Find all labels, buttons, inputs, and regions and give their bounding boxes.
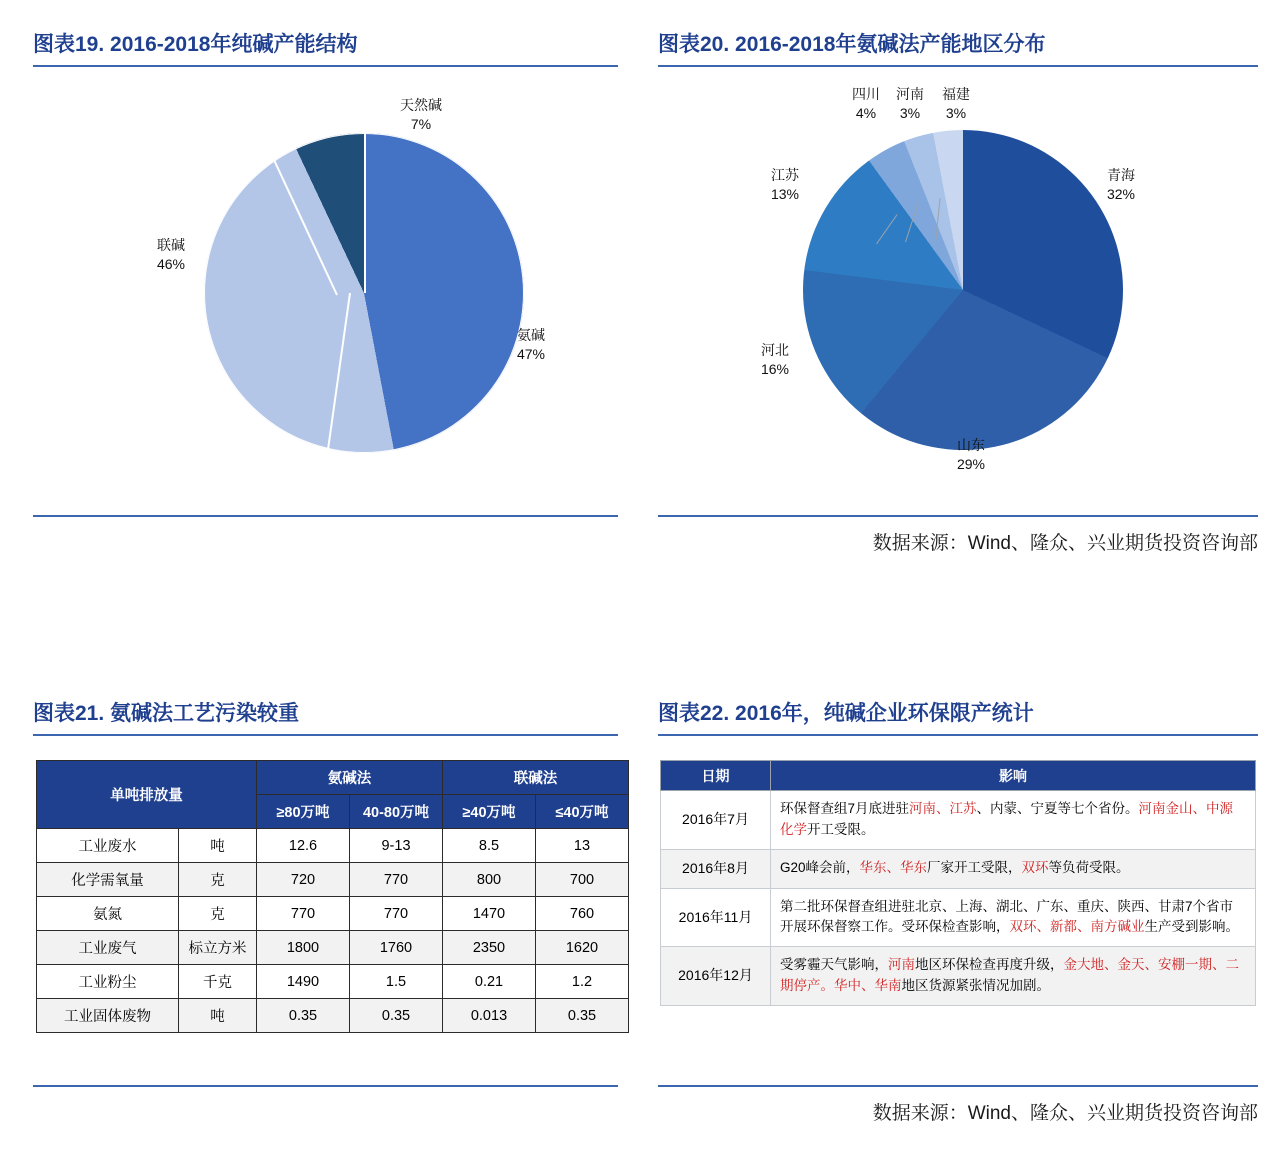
chart20-bottom-rule [658, 515, 1258, 517]
table21-row-name: 工业粉尘 [37, 965, 179, 999]
table-row [37, 829, 629, 863]
table21-cell: 770 [350, 897, 443, 931]
chart21-bottom-rule [33, 1085, 618, 1087]
chart19-label-ammonia: 氨碱 47% [516, 327, 546, 362]
plain-text: 第二批环保督查组进驻北京、上海、湖北、广东、重庆、陕西、甘肃7个省市开展环保督察工作。受环保检查影响， [780, 898, 1234, 935]
table21-head [37, 761, 629, 829]
plain-text: 地区货源紧张情况加剧。 [901, 978, 1050, 994]
chart19-label-combined: 联碱 46% [156, 237, 186, 272]
chart19-label-natural: 天然碱 7% [400, 97, 442, 132]
table21-row-unit: 克 [179, 863, 257, 897]
table21-cell: 9-13 [350, 829, 443, 863]
source-bottom: 数据来源：Wind、隆众、兴业期货投资咨询部 [872, 1103, 1258, 1124]
table21-row-name: 氨氮 [37, 897, 179, 931]
source-top: 数据来源：Wind、隆众、兴业期货投资咨询部 [872, 533, 1258, 554]
table21-cell: 1800 [257, 931, 350, 965]
plain-text: 地区环保检查再度升级， [915, 957, 1064, 973]
table21-row-name: 工业固体废物 [37, 999, 179, 1033]
table22-cell-date: 2016年7月 [661, 791, 771, 850]
table22 [660, 760, 1256, 1006]
table21-row-name: 工业废气 [37, 931, 179, 965]
table21-cell: 720 [257, 863, 350, 897]
table-row [37, 965, 629, 999]
chart22-title-rule [658, 734, 1258, 736]
table21-col-2: ≥40万吨 [443, 795, 536, 829]
table21-row-unit: 吨 [179, 829, 257, 863]
table21-row-unit: 吨 [179, 999, 257, 1033]
table21-cell: 760 [536, 897, 629, 931]
table21-row-unit: 克 [179, 897, 257, 931]
chart19-pie-area [33, 88, 618, 508]
plain-text: G20峰会前， [780, 860, 860, 876]
table21-body [37, 829, 629, 1033]
table22-col-date: 日期 [661, 761, 771, 791]
table-row [661, 947, 1256, 1006]
table21-cell: 0.35 [536, 999, 629, 1033]
table21-row-unit: 千克 [179, 965, 257, 999]
highlighted-text: 华东、华东 [859, 860, 928, 876]
highlighted-text: 金大地、金天、安棚一期、二期停产。 [780, 957, 1239, 994]
highlighted-text: 河南 [888, 957, 915, 973]
table-row [37, 999, 629, 1033]
chart19-title: 图表19. 2016-2018年纯碱产能结构 [33, 33, 358, 56]
panel-chart19 [33, 28, 618, 67]
chart21-title-rule [33, 734, 618, 736]
table21-cell: 1470 [443, 897, 536, 931]
chart20-title-rule [658, 65, 1258, 67]
highlighted-text: 河南、江苏 [909, 801, 977, 816]
chart20-pie-area [658, 88, 1258, 508]
table21-cell: 0.013 [443, 999, 536, 1033]
table21-col-3: ≤40万吨 [536, 795, 629, 829]
table21-cell: 0.21 [443, 965, 536, 999]
plain-text: 生产受到影响。 [1144, 919, 1239, 935]
table22-container [660, 760, 1256, 1006]
plain-text: 、内蒙、宁夏等七个省份。 [976, 801, 1139, 816]
table22-cell-date: 2016年11月 [661, 888, 771, 947]
table21-col-1: 40-80万吨 [350, 795, 443, 829]
chart19-slice-divider-1 [364, 133, 366, 293]
highlighted-text: 双环 [1021, 860, 1049, 876]
table21-col-0: ≥80万吨 [257, 795, 350, 829]
plain-text: 厂家开工受限， [927, 860, 1022, 876]
chart20-label-qinghai: 青海 32% [1106, 167, 1136, 202]
table22-cell-impact [771, 849, 1256, 888]
table21-cell: 800 [443, 863, 536, 897]
table22-cell-impact [771, 888, 1256, 947]
table21-cell: 2350 [443, 931, 536, 965]
chart20-label-henan: 河南 3% [896, 86, 924, 121]
table-row [661, 888, 1256, 947]
table-row [661, 791, 1256, 850]
chart22-bottom-rule [658, 1085, 1258, 1087]
table21-cell: 13 [536, 829, 629, 863]
table21-cell: 1.2 [536, 965, 629, 999]
chart21-title: 图表21. 氨碱法工艺污染较重 [33, 702, 300, 725]
panel-chart20 [658, 28, 1258, 67]
table21-cell: 770 [350, 863, 443, 897]
table21-cell: 1490 [257, 965, 350, 999]
table21 [36, 760, 629, 1033]
table-row [661, 849, 1256, 888]
table-row [37, 931, 629, 965]
table22-body [661, 791, 1256, 1006]
chart19-title-rule [33, 65, 618, 67]
table21-row-name: 化学需氧量 [37, 863, 179, 897]
plain-text: 环保督查组7月底进驻 [780, 801, 910, 816]
table21-cell: 1620 [536, 931, 629, 965]
chart20-label-hebei: 河北 16% [760, 342, 790, 377]
table21-group-ammonia: 氨碱法 [257, 761, 443, 795]
chart20-label-shandong: 山东 29% [956, 437, 986, 472]
plain-text: 等负荷受限。 [1048, 860, 1130, 876]
table21-cell: 770 [257, 897, 350, 931]
table21-cell: 700 [536, 863, 629, 897]
panel-chart22 [658, 697, 1258, 736]
table21-cell: 8.5 [443, 829, 536, 863]
table21-cell: 0.35 [257, 999, 350, 1033]
table21-cell: 1.5 [350, 965, 443, 999]
table21-cell: 12.6 [257, 829, 350, 863]
table22-cell-impact [771, 947, 1256, 1006]
plain-text: 受雾霾天气影响， [780, 957, 888, 973]
table22-col-impact: 影响 [771, 761, 1256, 791]
chart19-bottom-rule [33, 515, 618, 517]
table21-cell: 1760 [350, 931, 443, 965]
chart20-title: 图表20. 2016-2018年氨碱法产能地区分布 [658, 33, 1046, 56]
chart20-label-sichuan: 四川 4% [852, 86, 880, 121]
highlighted-text: 河南金山、中源化学 [780, 801, 1234, 837]
table-row [37, 863, 629, 897]
panel-chart21 [33, 697, 618, 736]
table22-cell-date: 2016年12月 [661, 947, 771, 1006]
table21-row-unit: 标立方米 [179, 931, 257, 965]
table21-container [36, 760, 628, 1033]
table22-head [661, 761, 1256, 791]
table21-row-name: 工业废水 [37, 829, 179, 863]
plain-text: 开工受限。 [807, 821, 875, 837]
chart20-label-fujian: 福建 3% [942, 86, 970, 121]
chart20-label-jiangsu: 江苏 13% [770, 167, 800, 202]
chart22-title: 图表22. 2016年，纯碱企业环保限产统计 [658, 702, 1034, 725]
chart20-pie [803, 130, 1123, 450]
table21-header-main: 单吨排放量 [37, 761, 257, 829]
table21-cell: 0.35 [350, 999, 443, 1033]
table22-cell-impact [771, 791, 1256, 850]
table-row [37, 897, 629, 931]
highlighted-text: 华中、华南 [834, 978, 902, 994]
table21-group-combined: 联碱法 [443, 761, 629, 795]
table22-cell-date: 2016年8月 [661, 849, 771, 888]
highlighted-text: 双环、新都、南方碱业 [1009, 919, 1145, 935]
